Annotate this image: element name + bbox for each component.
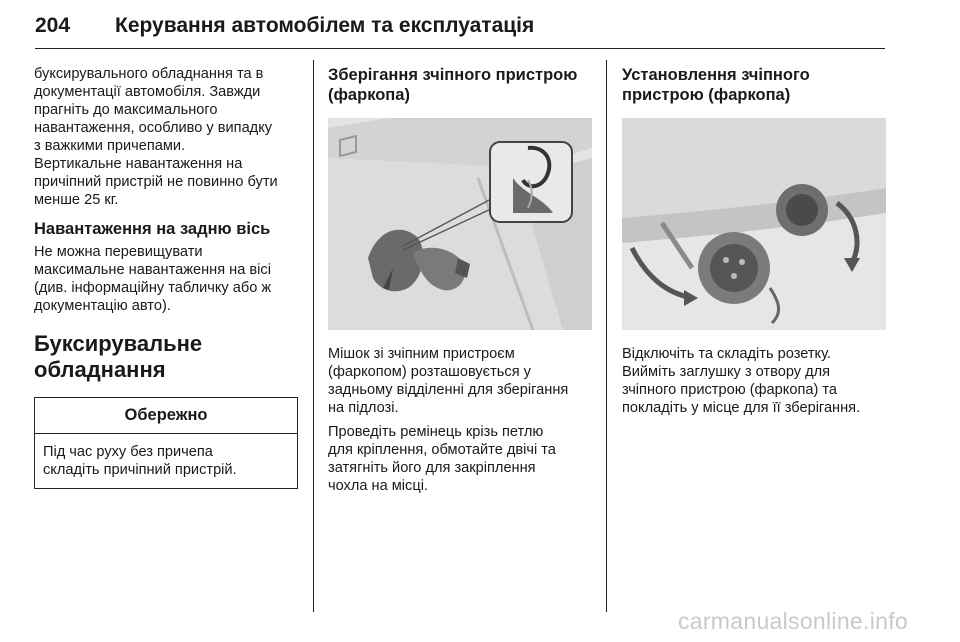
- towbar-socket-illustration: [622, 118, 886, 330]
- text-line: (фаркопом) розташовується у: [328, 364, 531, 380]
- heading-line: Зберігання зчіпного пристрою: [328, 66, 578, 84]
- heading-line: обладнання: [34, 357, 166, 382]
- text-line: максимальне навантаження на вісі: [34, 262, 271, 278]
- column-divider-2: [606, 60, 607, 612]
- text-line: зчіпного пристрою (фаркопа) та: [622, 382, 838, 398]
- text-line: Відключіть та складіть розетку.: [622, 346, 831, 362]
- text-line: Під час руху без причепа: [43, 444, 213, 460]
- page-header: [35, 8, 885, 49]
- text-line: (див. інформаційну табличку або ж: [34, 280, 272, 296]
- text-line: для кріплення, обмотайте двічі та: [328, 442, 556, 458]
- heading-line: (фаркопа): [328, 86, 410, 104]
- page-number: 204: [35, 14, 71, 37]
- text-line: навантаження, особливо у випадку: [34, 120, 273, 136]
- towbar-storage-bag-illustration: [328, 118, 592, 330]
- text-line: документацію авто).: [34, 298, 171, 314]
- text-line: документації автомобіля. Завжди: [34, 84, 261, 100]
- text-line: на підлозі.: [328, 400, 399, 416]
- column-2: [328, 65, 592, 495]
- storage-paragraph-1: [328, 345, 592, 417]
- text-line: задньому відділенні для зберігання: [328, 382, 569, 398]
- text-line: Проведіть ремінець крізь петлю: [328, 424, 544, 440]
- towing-heading: [34, 331, 302, 383]
- text-line: Вертикальне навантаження на: [34, 156, 243, 172]
- text-line: причіпний пристрій не повинно бути: [34, 174, 278, 190]
- text-line: буксирувального обладнання та в: [34, 66, 264, 82]
- column-3: [622, 65, 888, 417]
- warning-title: Обережно: [35, 398, 297, 434]
- heading-line: Установлення зчіпного: [622, 66, 810, 84]
- column-divider-1: [313, 60, 314, 612]
- warning-box: [34, 397, 298, 489]
- column-1: [34, 65, 302, 489]
- rear-axle-paragraph: [34, 243, 302, 315]
- text-line: з важкими причепами.: [34, 138, 186, 154]
- install-paragraph: [622, 345, 888, 417]
- text-line: прагніть до максимального: [34, 102, 218, 118]
- storage-paragraph-2: [328, 423, 592, 495]
- text-line: Вийміть заглушку з отвору для: [622, 364, 831, 380]
- text-line: затягніть його для закріплення: [328, 460, 536, 476]
- warning-body: [35, 434, 297, 488]
- text-line: менше 25 кг.: [34, 192, 119, 208]
- text-line: Не можна перевищувати: [34, 244, 203, 260]
- text-line: чохла на місці.: [328, 478, 428, 494]
- page-title: Керування автомобілем та експлуатація: [115, 14, 535, 37]
- storage-heading: [328, 65, 592, 105]
- text-line: Мішок зі зчіпним пристроєм: [328, 346, 515, 362]
- text-line: покладіть у місце для її зберігання.: [622, 400, 861, 416]
- heading-line: Буксирувальне: [34, 331, 203, 356]
- heading-line: пристрою (фаркопа): [622, 86, 791, 104]
- text-line: складіть причіпний пристрій.: [43, 462, 237, 478]
- intro-paragraph: [34, 65, 302, 209]
- install-heading: [622, 65, 888, 105]
- rear-axle-heading: Навантаження на задню вісь: [34, 220, 271, 238]
- watermark: carmanualsonline.info: [677, 608, 908, 634]
